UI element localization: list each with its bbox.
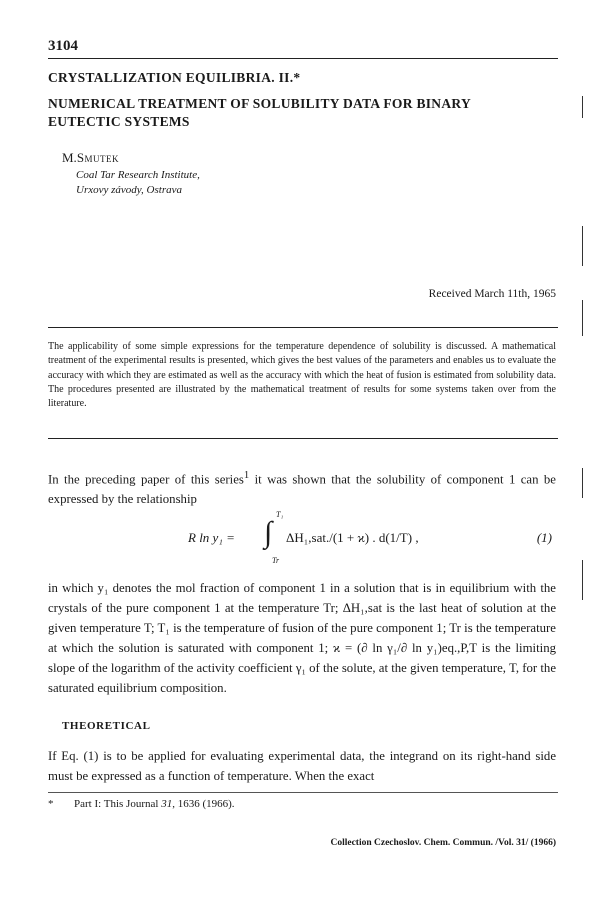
header-rule <box>48 58 558 59</box>
footnote-rule <box>48 792 558 793</box>
footnote-text-a: Part I: This Journal <box>74 798 162 810</box>
affiliation-line-1: Coal Tar Research Institute, <box>76 169 200 181</box>
article-title-line-2: NUMERICAL TREATMENT OF SOLUBILITY DATA FOR BINARY <box>48 96 472 111</box>
integral-upper-limit: T₁ <box>276 510 284 519</box>
definitions-paragraph: in which y₁ denotes the mol fraction of component 1 in a solution that is in equilibrium with the crystals of the pure component 1 at the temperature Tr; ΔH₁,sat is the last heat of solution at the given temperature T; T₁ is the temperature of fusion of the pure component 1; Tr is the temperature at which the solution is saturated with component 1; ϰ = (∂ ln γ₁/∂ ln y₁)eq.,P,T is the limiting slope of the logarithm of the activity coefficient γ₁ of the solute, at the given temperature, T, for the saturated equilibrium composition. <box>48 581 556 695</box>
journal-citation: Collection Czechoslov. Chem. Commun. /Vol. 31/ (1966) <box>330 838 556 848</box>
abstract: The applicability of some simple expressions for the temperature dependence of solubility is discussed. A mathematical treatment of the experimental results is presented, which gives the best values of the parameters and enables us to evaluate the accuracy with which they are estimated as well as the accuracy with which the heat of fusion is estimated from solubility data. The procedures presented are illustrated by the mathematical treatment of results for some systems taken over from the literature. <box>48 341 556 410</box>
author <box>62 150 119 166</box>
footnote-marker: * <box>48 798 54 810</box>
margin-mark <box>582 300 583 336</box>
margin-mark <box>582 96 583 118</box>
intro-paragraph <box>48 466 556 509</box>
author-initial: M. <box>62 150 77 165</box>
received-date: Received March 11th, 1965 <box>428 288 556 300</box>
integral-sign: ∫ <box>264 516 273 549</box>
intro-text-b: it was shown that the solubility of component 1 can be expressed by the relationship <box>48 472 556 507</box>
footnote <box>48 798 235 810</box>
integral-lower-limit: Tr <box>272 556 280 565</box>
section-heading: THEORETICAL <box>62 720 151 732</box>
equation-lhs: R ln y₁ = <box>188 530 235 545</box>
page-number: 3104 <box>48 38 78 54</box>
footnote-volume: 31 <box>161 798 173 810</box>
equation-rhs: ΔH₁,sat./(1 + ϰ) . d(1/T) , <box>286 530 419 545</box>
margin-mark <box>582 226 583 266</box>
equation-1 <box>48 510 556 566</box>
equation-number: (1) <box>536 530 552 545</box>
abstract-bottom-rule <box>48 438 558 439</box>
affiliation-line-2: Urxovy závody, Ostrava <box>76 184 183 196</box>
abstract-top-rule <box>48 327 558 328</box>
footnote-text-b: , 1636 (1966). <box>172 798 235 810</box>
author-name: Smutek <box>76 150 120 165</box>
article-title-line-1: CRYSTALLIZATION EQUILIBRIA. II.* <box>48 70 301 85</box>
margin-mark <box>582 468 583 498</box>
intro-text-a: In the preceding paper of this series <box>48 472 244 487</box>
theoretical-paragraph: If Eq. (1) is to be applied for evaluating experimental data, the integrand on its right-hand side must be expressed as a function of temperature. When the exact <box>48 749 556 783</box>
margin-mark <box>582 560 583 600</box>
reference-marker: 1 <box>243 470 250 481</box>
article-title-line-3: EUTECTIC SYSTEMS <box>48 114 190 129</box>
